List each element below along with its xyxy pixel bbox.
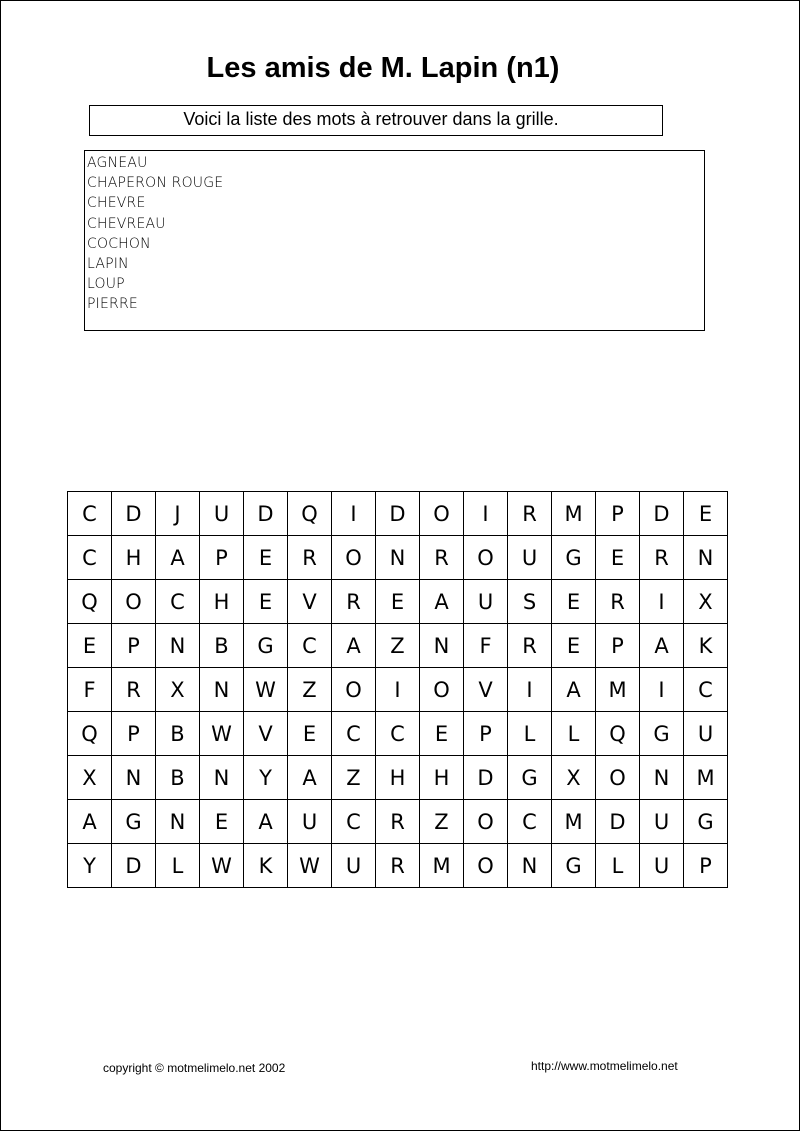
grid-cell: L [508,712,552,756]
grid-cell: D [112,492,156,536]
grid-cell: A [420,580,464,624]
grid-row [68,668,728,712]
grid-cell: O [420,492,464,536]
grid-cell: O [464,844,508,888]
grid-cell: P [464,712,508,756]
grid-cell: M [596,668,640,712]
grid-cell: Q [68,712,112,756]
grid-cell: E [552,624,596,668]
grid-row [68,536,728,580]
grid-cell: E [200,800,244,844]
grid-cell: G [508,756,552,800]
word-item: COCHON [87,235,151,252]
grid-cell: J [156,492,200,536]
grid-cell: C [332,712,376,756]
grid-cell: A [640,624,684,668]
grid-cell: I [508,668,552,712]
grid-cell: D [376,492,420,536]
grid-cell: R [508,492,552,536]
grid-cell: G [112,800,156,844]
grid-cell: O [464,800,508,844]
grid-cell: Q [596,712,640,756]
grid-cell: X [156,668,200,712]
grid-cell: L [156,844,200,888]
grid-cell: B [200,624,244,668]
grid-cell: G [640,712,684,756]
grid-cell: A [244,800,288,844]
grid-cell: W [244,668,288,712]
word-item: AGNEAU [87,155,148,171]
grid-cell: C [156,580,200,624]
grid-cell: L [552,712,596,756]
grid-cell: Z [288,668,332,712]
grid-cell: I [640,580,684,624]
grid-cell: D [112,844,156,888]
grid-cell: G [684,800,728,844]
grid-cell: C [68,536,112,580]
grid-cell: Z [420,800,464,844]
page-title: Les amis de M. Lapin (n1) [206,52,560,84]
grid-cell: M [684,756,728,800]
grid-cell: N [156,800,200,844]
grid-cell: D [244,492,288,536]
grid-cell: O [112,580,156,624]
grid-cell: Q [288,492,332,536]
grid-row [68,756,728,800]
grid-cell: L [596,844,640,888]
grid-cell: U [464,580,508,624]
grid-cell: U [640,844,684,888]
grid-cell: H [200,580,244,624]
grid-cell: E [596,536,640,580]
grid-cell: E [68,624,112,668]
grid-cell: D [596,800,640,844]
grid-cell: X [684,580,728,624]
grid-cell: P [112,624,156,668]
grid-cell: N [640,756,684,800]
word-item: LOUP [87,276,125,293]
grid-cell: O [332,536,376,580]
grid-cell: R [596,580,640,624]
grid-cell: B [156,756,200,800]
grid-cell: E [244,580,288,624]
grid-cell: E [552,580,596,624]
grid-cell: U [640,800,684,844]
grid-cell: G [552,536,596,580]
grid-row [68,492,728,536]
grid-cell: M [420,844,464,888]
grid-cell: D [640,492,684,536]
word-item: CHEVRE [87,195,146,212]
grid-cell: B [156,712,200,756]
grid-cell: W [200,844,244,888]
grid-cell: G [244,624,288,668]
grid-cell: G [552,844,596,888]
grid-cell: N [420,624,464,668]
grid-cell: O [332,668,376,712]
word-item: CHEVREAU [87,215,166,232]
grid-cell: E [244,536,288,580]
grid-cell: N [508,844,552,888]
grid-cell: N [684,536,728,580]
grid-cell: R [420,536,464,580]
grid-cell: V [464,668,508,712]
website-url: http://www.motmelimelo.net [531,1059,678,1073]
grid-cell: A [552,668,596,712]
grid-cell: Y [244,756,288,800]
grid-cell: R [376,844,420,888]
grid-cell: H [376,756,420,800]
grid-cell: A [332,624,376,668]
grid-cell: Z [376,624,420,668]
grid-cell: P [112,712,156,756]
grid-cell: M [552,800,596,844]
grid-cell: E [288,712,332,756]
grid-cell: K [684,624,728,668]
grid-cell: C [684,668,728,712]
grid-cell: R [376,800,420,844]
grid-row [68,844,728,888]
grid-cell: W [200,712,244,756]
grid-cell: V [288,580,332,624]
grid-cell: Y [68,844,112,888]
grid-cell: I [464,492,508,536]
grid-cell: O [420,668,464,712]
grid-cell: S [508,580,552,624]
grid-cell: H [420,756,464,800]
grid-cell: P [200,536,244,580]
grid-cell: P [596,624,640,668]
grid-cell: C [332,800,376,844]
grid-row [68,712,728,756]
grid-cell: R [112,668,156,712]
grid-cell: N [200,668,244,712]
grid-cell: R [332,580,376,624]
grid-cell: U [684,712,728,756]
grid-cell: U [200,492,244,536]
grid-cell: X [552,756,596,800]
grid-cell: M [552,492,596,536]
grid-cell: R [508,624,552,668]
grid-cell: N [156,624,200,668]
grid-cell: U [332,844,376,888]
word-list [84,150,705,331]
grid-cell: A [288,756,332,800]
grid-cell: Z [332,756,376,800]
grid-cell: E [420,712,464,756]
grid-cell: N [112,756,156,800]
grid-cell: C [508,800,552,844]
grid-row [68,800,728,844]
grid-cell: H [112,536,156,580]
grid-cell: D [464,756,508,800]
word-item: PIERRE [87,296,138,313]
grid-cell: I [332,492,376,536]
grid-cell: F [68,668,112,712]
grid-cell: C [288,624,332,668]
grid-row [68,624,728,668]
grid-cell: F [464,624,508,668]
grid-cell: W [288,844,332,888]
grid-cell: E [684,492,728,536]
grid-cell: U [288,800,332,844]
grid-cell: I [640,668,684,712]
grid-cell: N [376,536,420,580]
grid-cell: A [156,536,200,580]
grid-cell: C [68,492,112,536]
grid-cell: C [376,712,420,756]
grid-cell: E [376,580,420,624]
grid-cell: R [640,536,684,580]
instruction-box: Voici la liste des mots à retrouver dans la grille. [89,105,663,136]
grid-cell: I [376,668,420,712]
word-item: CHAPERON ROUGE [87,175,224,192]
grid-cell: O [464,536,508,580]
grid-cell: K [244,844,288,888]
grid-cell: N [200,756,244,800]
grid-cell: P [596,492,640,536]
word-item: LAPIN [87,256,129,273]
grid-cell: A [68,800,112,844]
grid-cell: R [288,536,332,580]
word-search-grid [67,491,728,888]
grid-row [68,580,728,624]
grid-cell: U [508,536,552,580]
grid-cell: Q [68,580,112,624]
copyright-text: copyright © motmelimelo.net 2002 [103,1061,286,1075]
grid-cell: P [684,844,728,888]
grid-cell: V [244,712,288,756]
grid-cell: X [68,756,112,800]
grid-cell: O [596,756,640,800]
